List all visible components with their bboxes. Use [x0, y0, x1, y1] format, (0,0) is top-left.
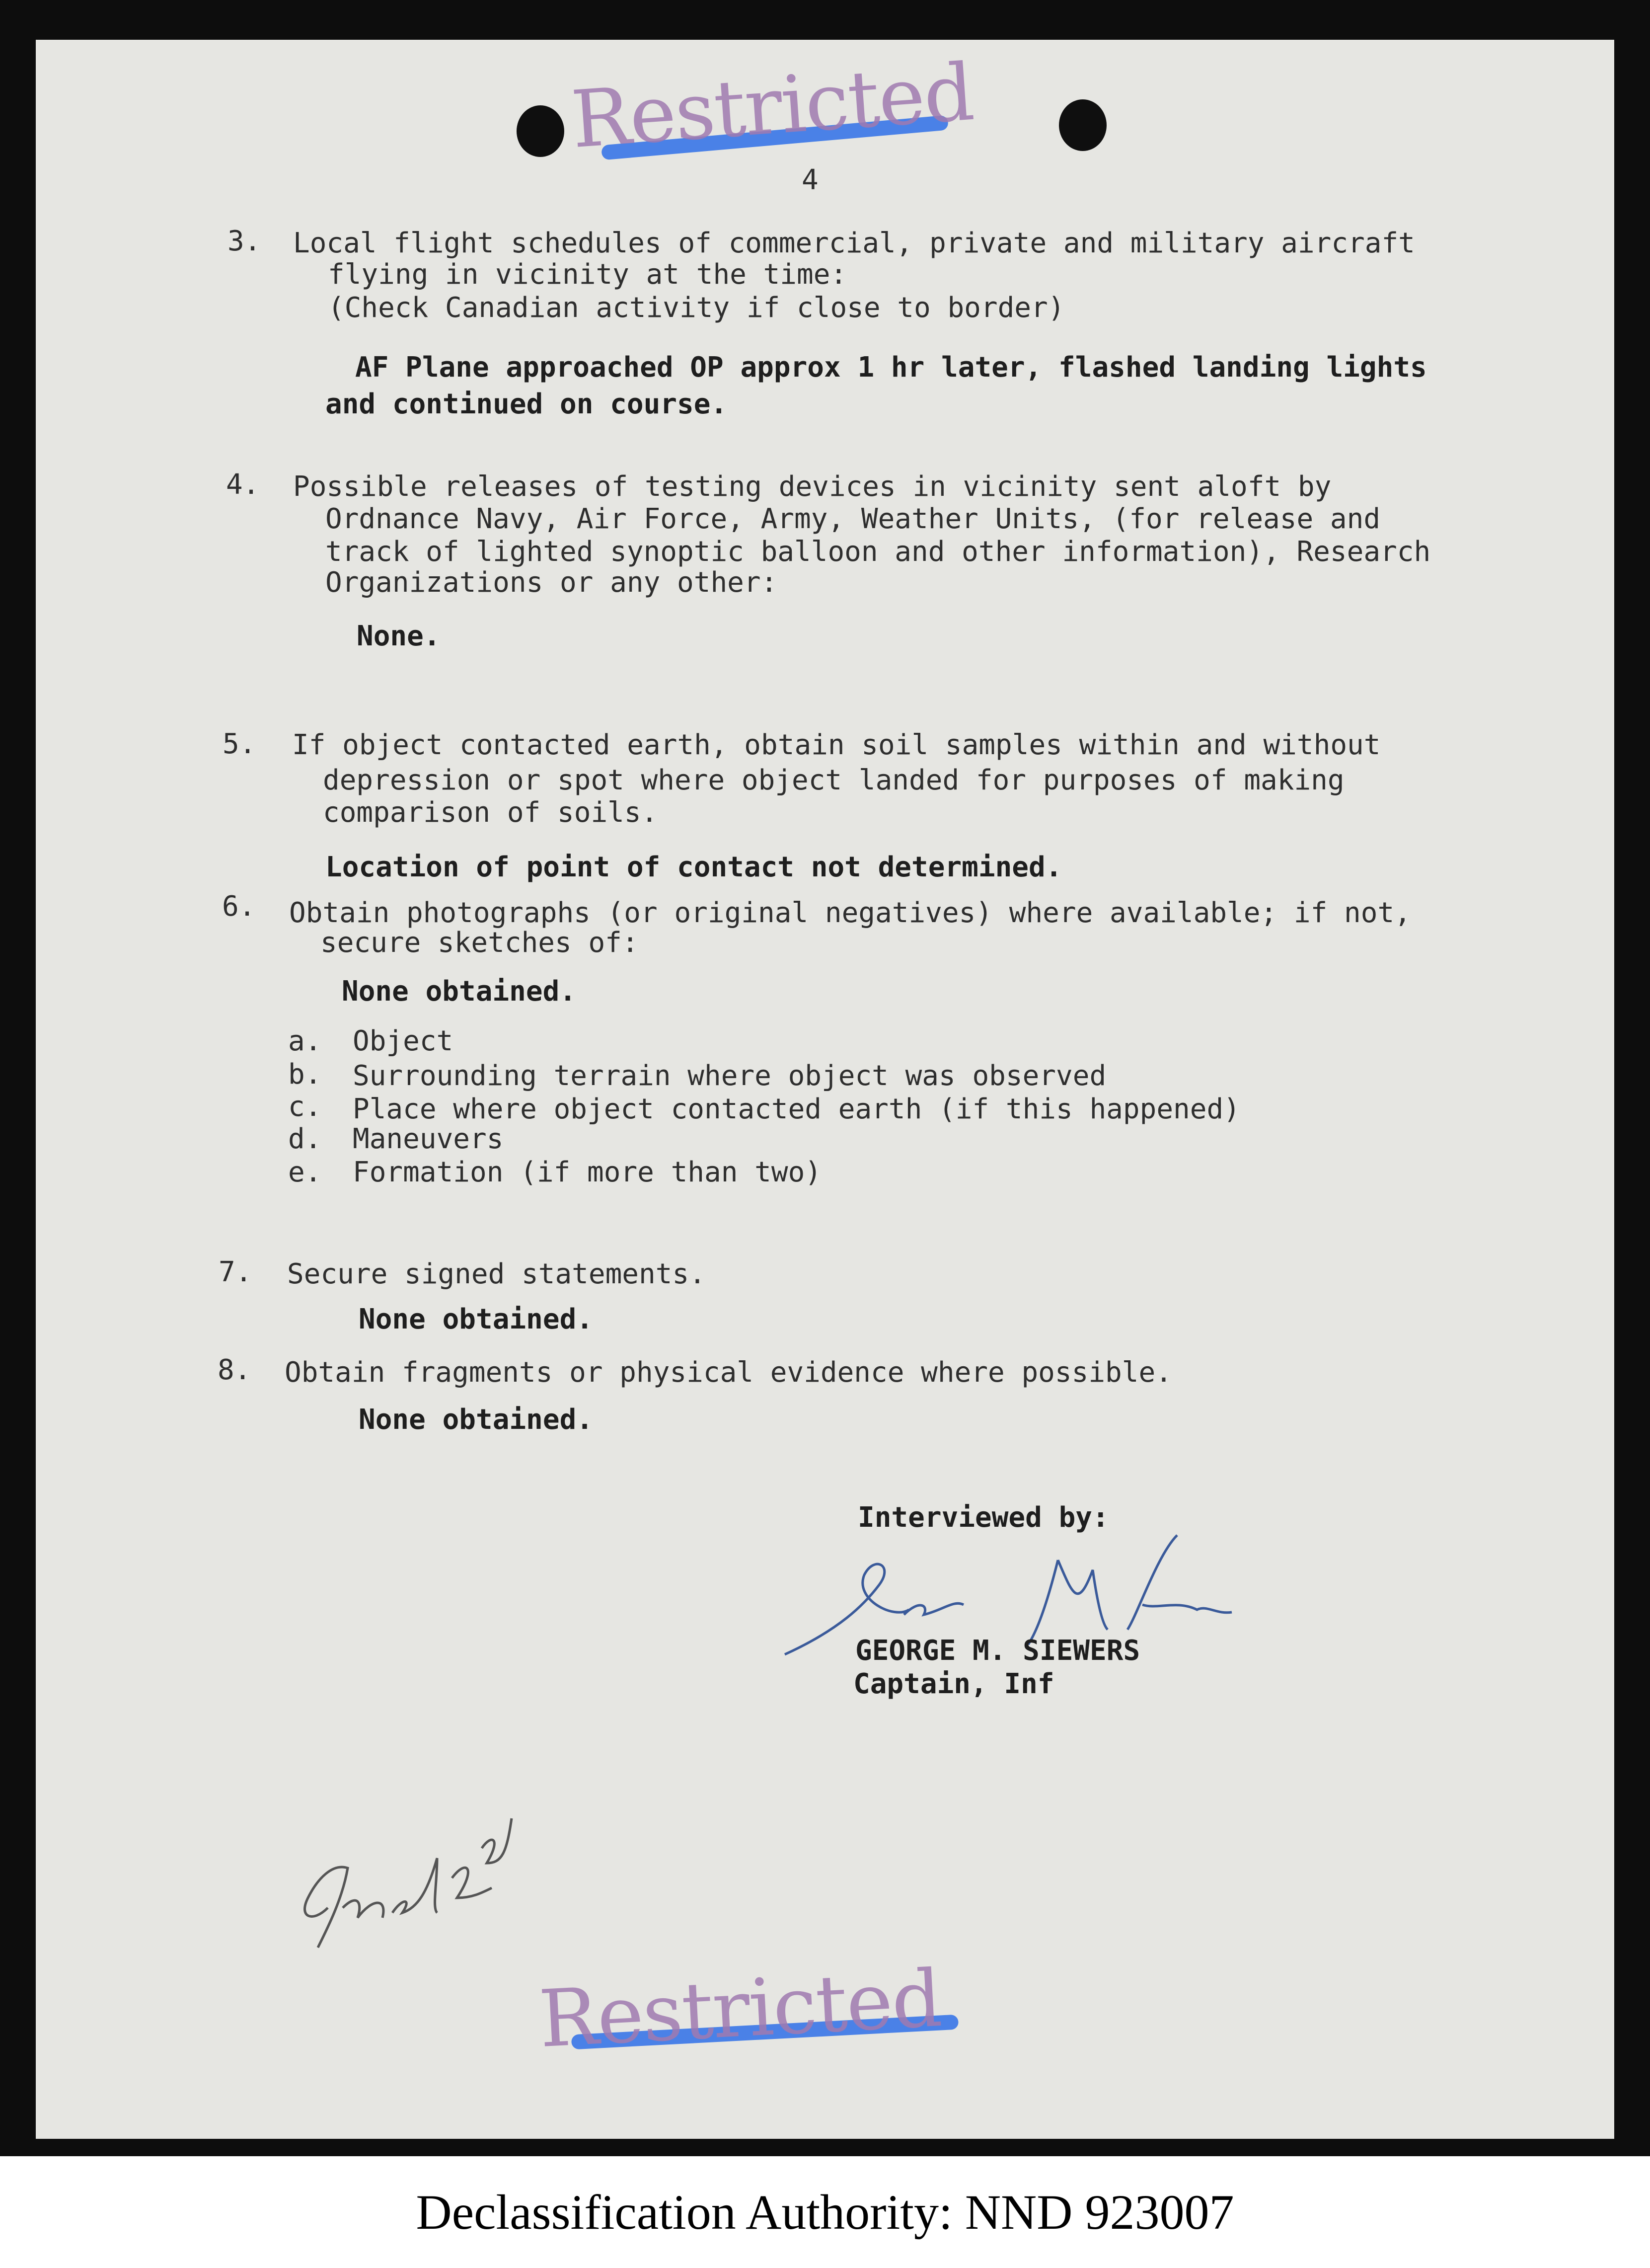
- item-4-line-4: Organizations or any other:: [325, 566, 778, 599]
- declassification-footer: Declassification Authority: NND 923007: [0, 2156, 1650, 2268]
- handwritten-initials: [288, 1808, 517, 1987]
- restricted-stamp-bottom: Restricted: [536, 1953, 943, 2066]
- subitem-letter-a: a.: [288, 1025, 322, 1057]
- signatory-name: GEORGE M. SIEWERS: [855, 1635, 1140, 1667]
- item-number-7: 7.: [219, 1256, 252, 1288]
- item-8-answer: None obtained.: [359, 1404, 594, 1436]
- item-number-3: 3.: [227, 225, 261, 257]
- subitem-text-c: Place where object contacted earth (if this happened): [353, 1093, 1240, 1125]
- item-number-6: 6.: [222, 890, 256, 923]
- subitem-letter-e: e.: [288, 1156, 322, 1188]
- item-7-answer: None obtained.: [359, 1303, 594, 1335]
- item-5-line-1: If object contacted earth, obtain soil samples within and without: [292, 729, 1381, 761]
- subitem-letter-d: d.: [288, 1123, 322, 1155]
- punch-hole-left: [517, 105, 564, 157]
- item-number-8: 8.: [218, 1354, 251, 1386]
- subitem-text-d: Maneuvers: [353, 1123, 504, 1155]
- item-4-answer: None.: [357, 620, 441, 652]
- item-3-answer-2: and continued on course.: [325, 388, 728, 420]
- item-3-line-2: flying in vicinity at the time:: [328, 258, 847, 291]
- item-4-line-1: Possible releases of testing devices in vicinity sent aloft by: [293, 470, 1332, 503]
- subitem-text-e: Formation (if more than two): [353, 1156, 822, 1188]
- item-5-line-2: depression or spot where object landed for purposes of making: [323, 764, 1345, 796]
- item-8-line-1: Obtain fragments or physical evidence where possible.: [285, 1356, 1172, 1389]
- item-5-line-3: comparison of soils.: [323, 796, 658, 829]
- item-4-line-2: Ordnance Navy, Air Force, Army, Weather Units, (for release and: [325, 503, 1381, 535]
- subitem-letter-c: c.: [288, 1091, 322, 1123]
- item-3-line-1: Local flight schedules of commercial, private and military aircraft: [293, 227, 1415, 259]
- item-number-5: 5.: [223, 728, 256, 760]
- item-4-line-3: track of lighted synoptic balloon and other information), Research: [325, 536, 1431, 568]
- item-3-answer-1: AF Plane approached OP approx 1 hr later, flashed landing lights: [355, 351, 1427, 384]
- signatory-title: Captain, Inf: [853, 1668, 1054, 1700]
- subitem-text-a: Object: [353, 1025, 453, 1057]
- item-7-line-1: Secure signed statements.: [287, 1258, 706, 1290]
- restricted-stamp-top: Restricted: [568, 46, 976, 166]
- page-number: 4: [802, 164, 819, 196]
- item-6-line-2: secure sketches of:: [320, 927, 639, 959]
- item-6-answer: None obtained.: [342, 975, 577, 1008]
- punch-hole-right: [1059, 99, 1107, 151]
- interviewed-by-label: Interviewed by:: [858, 1501, 1109, 1534]
- subitem-letter-b: b.: [288, 1058, 322, 1091]
- item-5-answer: Location of point of contact not determined.: [325, 851, 1062, 883]
- subitem-text-b: Surrounding terrain where object was observed: [353, 1060, 1107, 1092]
- item-3-line-3: (Check Canadian activity if close to border): [328, 292, 1065, 324]
- item-number-4: 4.: [226, 469, 260, 501]
- item-6-line-1: Obtain photographs (or original negatives) where available; if not,: [289, 897, 1411, 929]
